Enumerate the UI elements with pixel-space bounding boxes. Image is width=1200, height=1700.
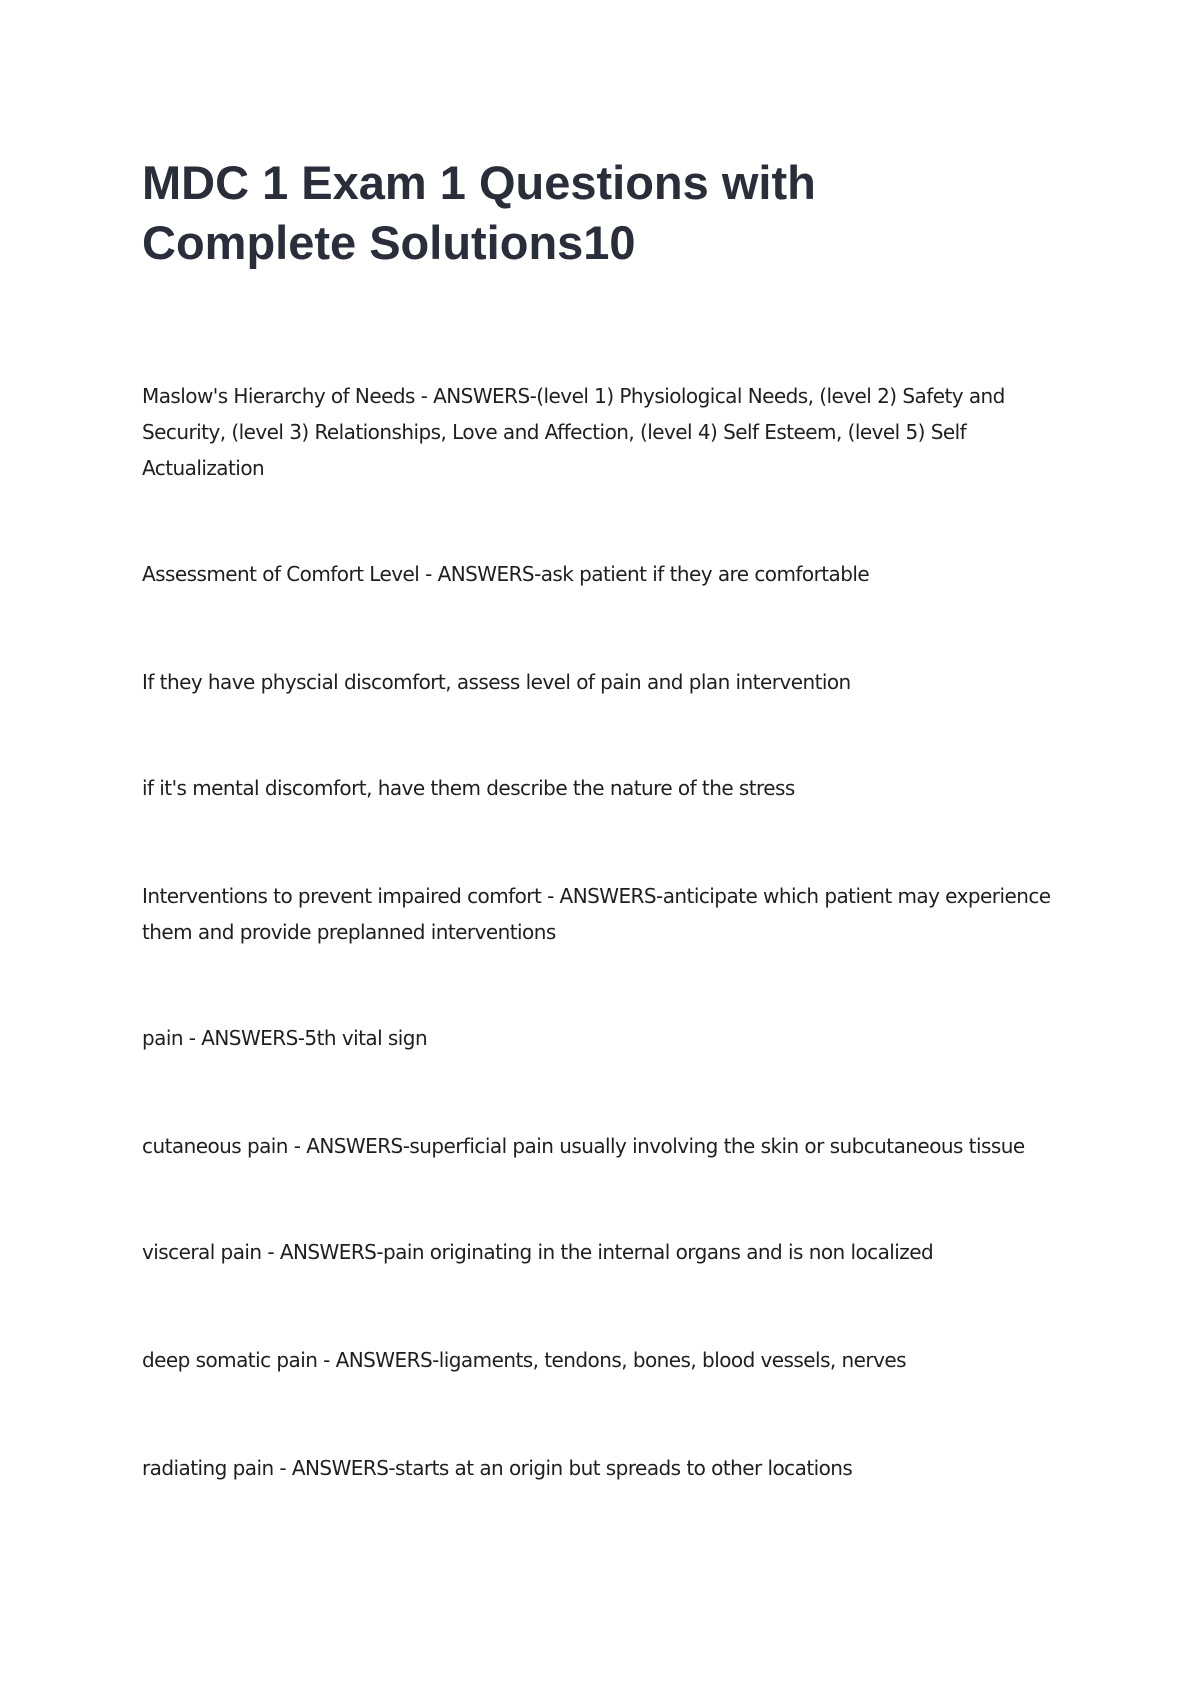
entry-visceral-pain: visceral pain - ANSWERS-pain originating in the internal organs and is non localized <box>142 1240 934 1264</box>
entry-impaired-comfort-interventions: Interventions to prevent impaired comfort - ANSWERS-anticipate which patient may experience them and provide preplanned interventions <box>142 884 1051 944</box>
entry-deep-somatic-pain: deep somatic pain - ANSWERS-ligaments, tendons, bones, blood vessels, nerves <box>142 1348 907 1372</box>
page-title: MDC 1 Exam 1 Questions with Complete Solutions10 <box>142 156 816 269</box>
entry-radiating-pain: radiating pain - ANSWERS-starts at an origin but spreads to other locations <box>142 1456 853 1480</box>
entry-cutaneous-pain: cutaneous pain - ANSWERS-superficial pain usually involving the skin or subcutaneous tissue <box>142 1134 1025 1158</box>
entry-pain: pain - ANSWERS-5th vital sign <box>142 1026 428 1050</box>
entry-mental-discomfort: if it's mental discomfort, have them describe the nature of the stress <box>142 776 795 800</box>
entry-comfort-assessment: Assessment of Comfort Level - ANSWERS-ask patient if they are comfortable <box>142 562 870 586</box>
entry-physical-discomfort: If they have physcial discomfort, assess level of pain and plan intervention <box>142 670 851 694</box>
entry-maslow-hierarchy: Maslow's Hierarchy of Needs - ANSWERS-(level 1) Physiological Needs, (level 2) Safety and Security, (level 3) Relationships, Love and Affection, (level 4) Self Esteem, (level 5) Self Actualization <box>142 384 1005 480</box>
